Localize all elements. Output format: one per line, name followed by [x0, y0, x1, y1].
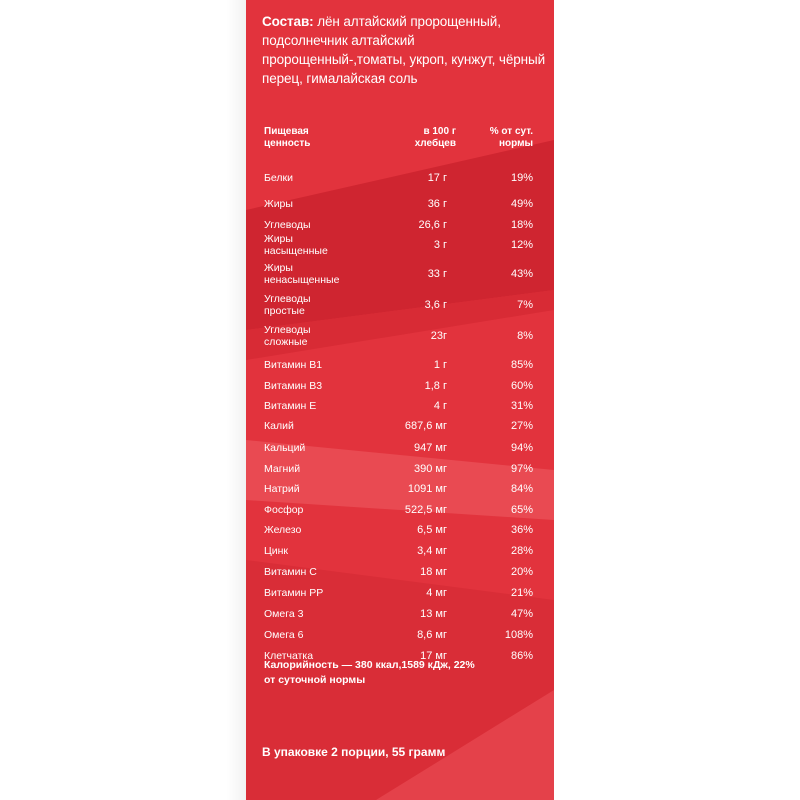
nutrient-amount: 26,6 г	[418, 219, 447, 231]
nutrient-amount: 1091 мг	[407, 483, 447, 495]
header-line: в 100 г	[423, 126, 456, 137]
nutrient-name-line: насыщенные	[264, 245, 328, 257]
nutrient-amount: 6,5 мг	[417, 524, 447, 536]
nutrient-amount: 17 г	[427, 172, 447, 184]
nutrient-daily-percent: 7%	[517, 299, 533, 311]
header-line: хлебцев	[414, 138, 456, 149]
nutrient-daily-percent: 86%	[510, 650, 533, 662]
nutrient-daily-percent: 49%	[510, 198, 533, 210]
nutrient-name	[264, 323, 374, 349]
table-row	[246, 292, 554, 318]
nutrient-name-line: Кальций	[264, 442, 306, 454]
nutrient-name-line: Фосфор	[264, 504, 304, 516]
nutrient-daily-percent: 21%	[510, 587, 533, 599]
nutrient-daily-percent: 94%	[510, 442, 533, 454]
header-line: Пищевая	[264, 126, 309, 137]
nutrient-amount: 3 г	[433, 239, 447, 251]
nutrient-name-line: простые	[264, 305, 305, 317]
nutrient-name-line: Белки	[264, 172, 293, 184]
nutrition-label-panel	[246, 0, 554, 800]
nutrient-name-line: Калий	[264, 420, 294, 432]
nutrient-amount: 3,6 г	[424, 299, 447, 311]
nutrient-amount: 3,4 мг	[417, 545, 447, 557]
nutrient-amount: 687,6 мг	[404, 420, 447, 432]
nutrient-name-line: ненасыщенные	[264, 274, 340, 286]
nutrient-name	[264, 232, 374, 258]
table-row	[246, 165, 554, 191]
nutrient-name-line: Углеводы	[264, 324, 311, 336]
nutrient-amount: 522,5 мг	[404, 504, 447, 516]
nutrient-name-line: Жиры	[264, 262, 293, 274]
nutrient-name-line: сложные	[264, 336, 308, 348]
nutrient-amount: 13 мг	[420, 608, 447, 620]
header-daily-percent	[446, 126, 533, 150]
nutrient-daily-percent: 60%	[510, 380, 533, 392]
background	[0, 0, 246, 800]
nutrient-daily-percent: 108%	[504, 629, 533, 641]
nutrient-name-line: Жиры	[264, 198, 293, 210]
package-info: В упаковке 2 порции, 55 грамм	[262, 745, 446, 759]
nutrient-amount: 1,8 г	[424, 380, 447, 392]
nutrient-daily-percent: 27%	[510, 420, 533, 432]
nutrient-daily-percent: 19%	[510, 172, 533, 184]
nutrient-amount: 4 г	[433, 400, 447, 412]
nutrient-name-line: Витамин С	[264, 566, 317, 578]
ingredients-text	[262, 12, 547, 88]
nutrient-amount: 18 мг	[420, 566, 447, 578]
header-line: % от сут.	[489, 126, 533, 137]
nutrient-amount: 1 г	[433, 359, 447, 371]
nutrient-name-line: Углеводы	[264, 219, 311, 231]
calories-line: Калорийность — 380 ккал,1589 кДж, 22%	[264, 659, 475, 671]
nutrient-daily-percent: 47%	[510, 608, 533, 620]
header-line: ценность	[264, 138, 311, 149]
nutrient-amount: 390 мг	[414, 463, 447, 475]
header-line: нормы	[498, 138, 533, 149]
header-nutrition-value	[264, 126, 344, 150]
nutrient-daily-percent: 31%	[510, 400, 533, 412]
nutrient-daily-percent: 36%	[510, 524, 533, 536]
calories-line: от суточной нормы	[264, 674, 366, 686]
nutrient-daily-percent: 65%	[510, 504, 533, 516]
nutrient-name-line: Железо	[264, 524, 302, 536]
nutrient-name-line: Жиры	[264, 233, 293, 245]
nutrient-name-line: Клетчатка	[264, 650, 314, 662]
nutrient-name-line: Углеводы	[264, 293, 311, 305]
nutrient-daily-percent: 8%	[517, 330, 533, 342]
nutrient-name-line: Омега 6	[264, 629, 304, 641]
nutrient-name-line: Цинк	[264, 545, 289, 557]
nutrient-daily-percent: 18%	[510, 219, 533, 231]
nutrient-daily-percent: 97%	[510, 463, 533, 475]
nutrient-name-line: Витамин В1	[264, 359, 323, 371]
nutrient-name-line: Магний	[264, 463, 301, 475]
ingredients-label: Состав:	[262, 14, 314, 29]
nutrient-amount: 4 мг	[426, 587, 447, 599]
nutrient-daily-percent: 12%	[510, 239, 533, 251]
nutrient-name-line: Витамин РР	[264, 587, 324, 599]
table-row	[246, 323, 554, 349]
nutrient-name	[264, 292, 374, 318]
nutrient-amount: 8,6 мг	[417, 629, 447, 641]
table-row	[246, 261, 554, 287]
nutrient-daily-percent: 28%	[510, 545, 533, 557]
nutrient-name-line: Омега 3	[264, 608, 304, 620]
nutrient-amount: 23г	[430, 330, 447, 342]
nutrient-daily-percent: 84%	[510, 483, 533, 495]
calories-text	[264, 658, 544, 688]
nutrient-name	[264, 261, 374, 287]
nutrient-daily-percent: 20%	[510, 566, 533, 578]
nutrient-name-line: Витамин Е	[264, 400, 317, 412]
nutrient-amount: 36 г	[427, 198, 447, 210]
nutrient-amount: 947 мг	[414, 442, 447, 454]
nutrient-name-line: Витамин В3	[264, 380, 323, 392]
nutrient-amount: 17 мг	[420, 650, 447, 662]
ingredients-list: лён алтайский пророщенный, подсолнечник алтайский пророщенный-,томаты, укроп, кунжут, чёрный перец, гималайская соль	[262, 14, 546, 86]
nutrient-daily-percent: 43%	[510, 268, 533, 280]
table-row	[246, 232, 554, 258]
nutrient-daily-percent: 85%	[510, 359, 533, 371]
nutrient-name-line: Натрий	[264, 483, 300, 495]
nutrient-name	[264, 165, 374, 191]
nutrient-amount: 33 г	[427, 268, 447, 280]
